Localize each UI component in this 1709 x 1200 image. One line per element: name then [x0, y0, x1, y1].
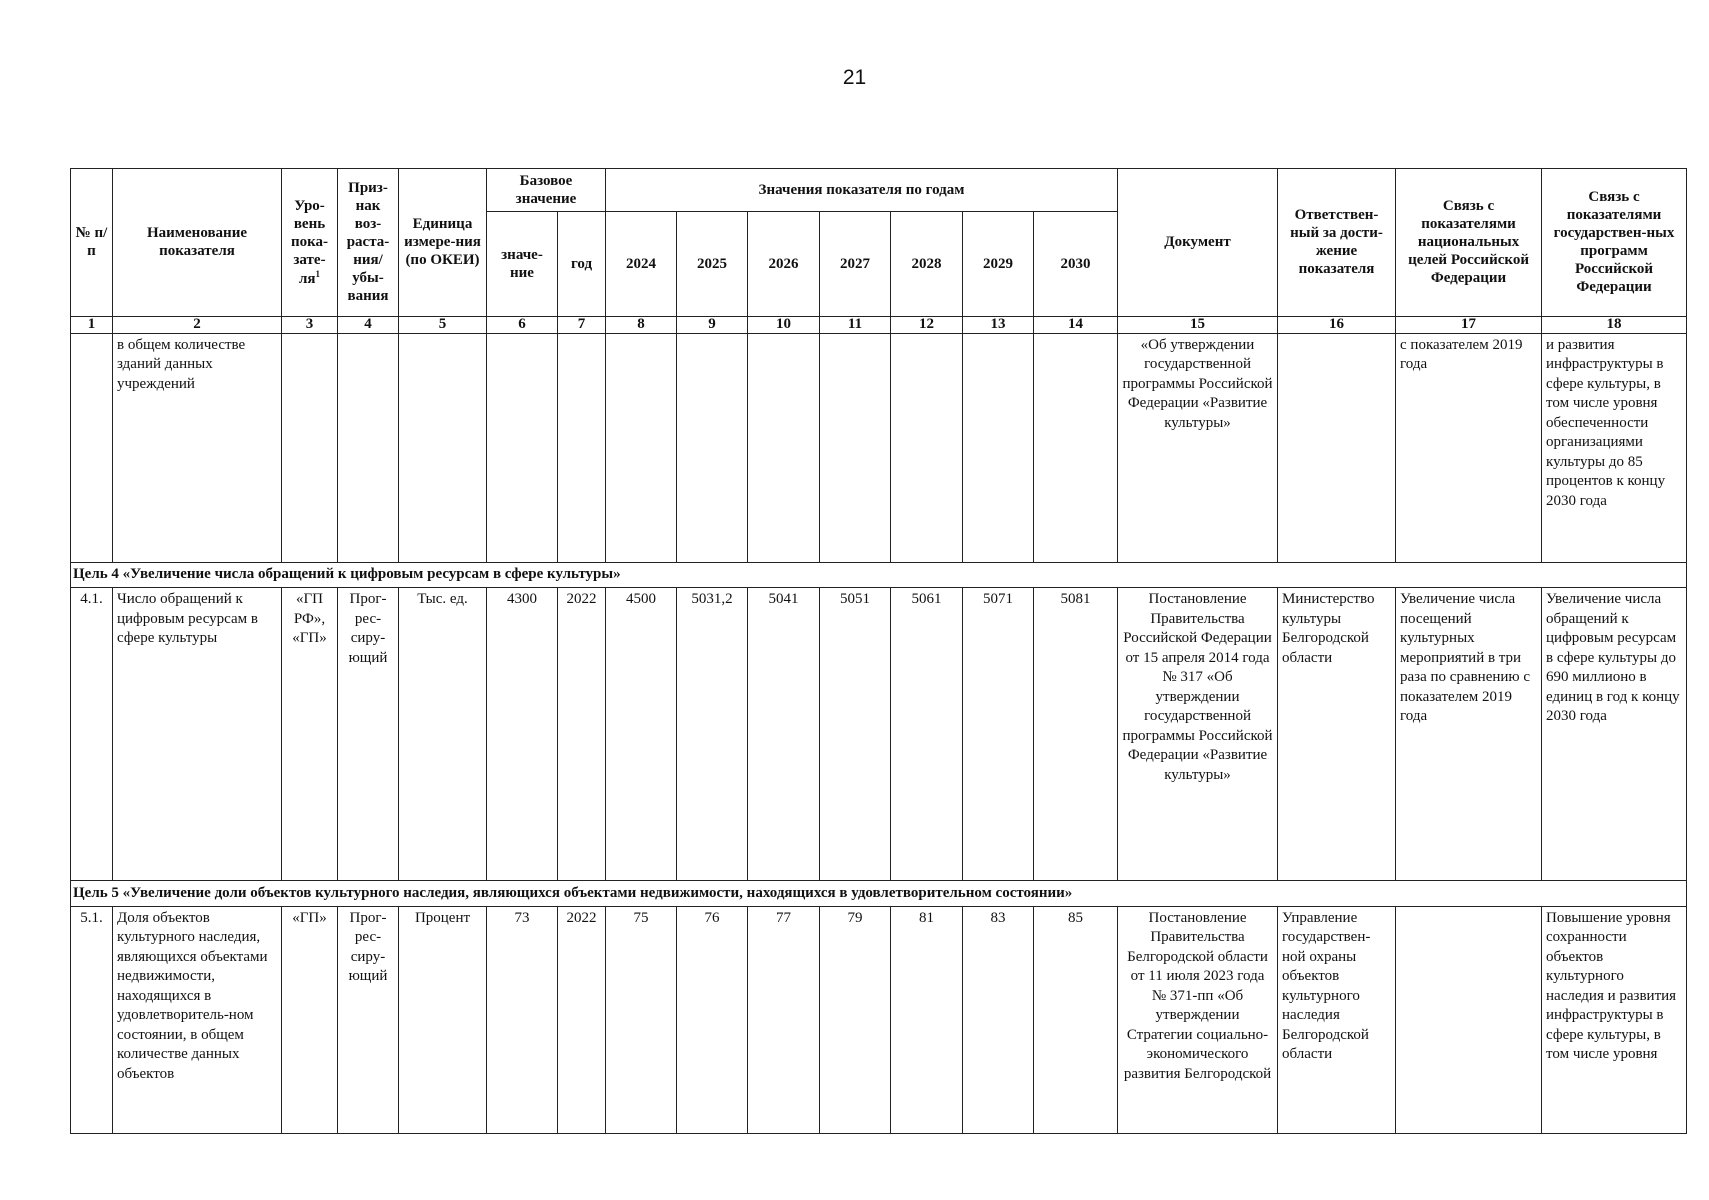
cell-base-value: 73	[487, 906, 558, 1133]
goal-4-title: Цель 4 «Увеличение числа обращений к цифровым ресурсам в сфере культуры»	[71, 563, 1687, 588]
goal-5-title: Цель 5 «Увеличение доли объектов культурного наследия, являющихся объектами недвижимости, находящихся в удовлетворительном состоянии»	[71, 881, 1687, 906]
cell-year-value: 5051	[820, 588, 891, 881]
cell-link-state: Повышение уровня сохранности объектов культурного наследия и развития инфраструктуры в сфере культуры, в том числе уровня	[1542, 906, 1687, 1133]
column-number: 13	[963, 316, 1034, 333]
header-document: Документ	[1118, 169, 1278, 317]
cell-year-value: 5031,2	[677, 588, 748, 881]
header-years-group: Значения показателя по годам	[606, 169, 1118, 212]
header-responsible: Ответствен-ный за дости-жение показателя	[1278, 169, 1396, 317]
cell-name: Доля объектов культурного наследия, являющихся объектами недвижимости, находящихся в удовлетворитель-ном состоянии, в общем количестве данных объектов	[113, 906, 282, 1133]
cell-year-value: 5061	[891, 588, 963, 881]
column-number: 2	[113, 316, 282, 333]
cell-empty	[748, 333, 820, 562]
column-number: 12	[891, 316, 963, 333]
cell-empty	[1278, 333, 1396, 562]
cell-document: «Об утверждении государственной программы Российской Федерации «Развитие культуры»	[1118, 333, 1278, 562]
header-unit: Единица измере-ния (по ОКЕИ)	[399, 169, 487, 317]
cell-empty	[282, 333, 338, 562]
header-year: 2027	[820, 212, 891, 316]
cell-year-value: 77	[748, 906, 820, 1133]
cell-document: Постановление Правительства Российской Федерации от 15 апреля 2014 года № 317 «Об утверждении государственной программы Российской Федерации «Развитие культуры»	[1118, 588, 1278, 881]
cell-empty	[399, 333, 487, 562]
header-link-state: Связь с показателями государствен-ных программ Российской Федерации	[1542, 169, 1687, 317]
header-name: Наименование показателя	[113, 169, 282, 317]
cell-responsible: Министерство культуры Белгородской области	[1278, 588, 1396, 881]
cell-unit: Тыс. ед.	[399, 588, 487, 881]
table-row-5-1	[71, 906, 1687, 1133]
header-sign: Приз-нак воз-раста-ния/ убы-вания	[338, 169, 399, 317]
cell-responsible: Управление государствен-ной охраны объектов культурного наследия Белгородской области	[1278, 906, 1396, 1133]
column-number: 16	[1278, 316, 1396, 333]
table-row-continuation	[71, 333, 1687, 562]
cell-empty	[963, 333, 1034, 562]
header-row-1	[71, 169, 1687, 212]
column-number: 9	[677, 316, 748, 333]
cell-base-value: 4300	[487, 588, 558, 881]
column-number: 5	[399, 316, 487, 333]
cell-level: «ГП РФ», «ГП»	[282, 588, 338, 881]
cell-empty	[71, 333, 113, 562]
cell-document: Постановление Правительства Белгородской области от 11 июля 2023 года № 371-пп «Об утверждении Стратегии социально-экономического развития Белгородской	[1118, 906, 1278, 1133]
goal-row	[71, 563, 1687, 588]
column-numbers-row	[71, 316, 1687, 333]
column-number: 11	[820, 316, 891, 333]
cell-empty	[820, 333, 891, 562]
column-number: 8	[606, 316, 677, 333]
header-base-value: значе-ние	[487, 212, 558, 316]
cell-empty	[338, 333, 399, 562]
cell-link-national: с показателем 2019 года	[1396, 333, 1542, 562]
cell-year-value: 5071	[963, 588, 1034, 881]
indicators-table	[70, 168, 1687, 1134]
column-number: 4	[338, 316, 399, 333]
column-number: 17	[1396, 316, 1542, 333]
header-link-national: Связь с показателями национальных целей Российской Федерации	[1396, 169, 1542, 317]
header-year: 2030	[1034, 212, 1118, 316]
cell-num: 5.1.	[71, 906, 113, 1133]
cell-link-state: и развития инфраструктуры в сфере культуры, в том числе уровня обеспеченности организациями культуры до 85 процентов к концу 2030 года	[1542, 333, 1687, 562]
cell-name: в общем количестве зданий данных учреждений	[113, 333, 282, 562]
cell-year-value: 5081	[1034, 588, 1118, 881]
cell-num: 4.1.	[71, 588, 113, 881]
column-number: 6	[487, 316, 558, 333]
table-row-4-1	[71, 588, 1687, 881]
page-number: 21	[842, 66, 867, 89]
cell-link-national	[1396, 906, 1542, 1133]
cell-empty	[558, 333, 606, 562]
cell-empty	[1034, 333, 1118, 562]
header-year: 2028	[891, 212, 963, 316]
cell-year-value: 5041	[748, 588, 820, 881]
cell-link-national: Увеличение числа посещений культурных мероприятий в три раза по сравнению с показателем 2019 года	[1396, 588, 1542, 881]
cell-empty	[606, 333, 677, 562]
cell-link-state: Увеличение числа обращений к цифровым ресурсам в сфере культуры до 690 миллионо в единиц в год к концу 2030 года	[1542, 588, 1687, 881]
cell-level: «ГП»	[282, 906, 338, 1133]
column-number: 10	[748, 316, 820, 333]
column-number: 14	[1034, 316, 1118, 333]
cell-sign: Прог-рес-сиру-ющий	[338, 588, 399, 881]
cell-year-value: 81	[891, 906, 963, 1133]
cell-year-value: 85	[1034, 906, 1118, 1133]
header-year: 2026	[748, 212, 820, 316]
cell-base-year: 2022	[558, 906, 606, 1133]
cell-year-value: 75	[606, 906, 677, 1133]
header-num: № п/п	[71, 169, 113, 317]
column-number: 15	[1118, 316, 1278, 333]
header-base-year: год	[558, 212, 606, 316]
cell-empty	[891, 333, 963, 562]
column-number: 1	[71, 316, 113, 333]
cell-unit: Процент	[399, 906, 487, 1133]
cell-empty	[677, 333, 748, 562]
cell-base-year: 2022	[558, 588, 606, 881]
cell-year-value: 79	[820, 906, 891, 1133]
column-number: 3	[282, 316, 338, 333]
header-year: 2029	[963, 212, 1034, 316]
header-year: 2025	[677, 212, 748, 316]
cell-name: Число обращений к цифровым ресурсам в сфере культуры	[113, 588, 282, 881]
column-number: 7	[558, 316, 606, 333]
header-year: 2024	[606, 212, 677, 316]
goal-row	[71, 881, 1687, 906]
cell-year-value: 83	[963, 906, 1034, 1133]
cell-year-value: 76	[677, 906, 748, 1133]
cell-empty	[487, 333, 558, 562]
column-number: 18	[1542, 316, 1687, 333]
header-level: Уро-вень пока-$зате-ля^1$	[282, 169, 338, 317]
cell-year-value: 4500	[606, 588, 677, 881]
cell-sign: Прог-рес-сиру-ющий	[338, 906, 399, 1133]
header-base-group: Базовое значение	[487, 169, 606, 212]
